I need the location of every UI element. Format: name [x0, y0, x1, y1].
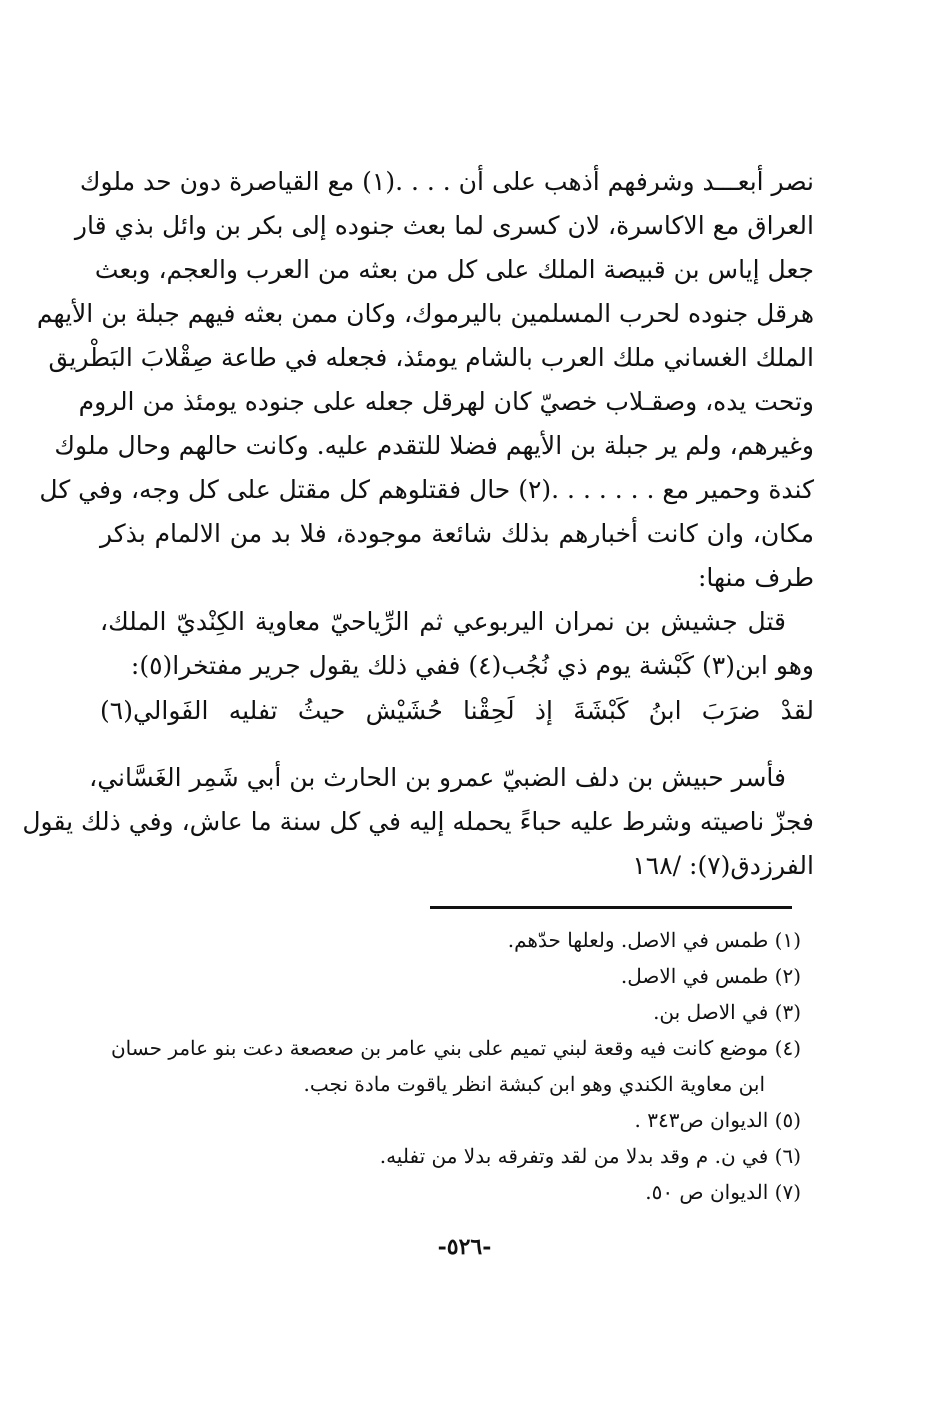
paragraph-gap [100, 734, 814, 756]
text-line: قتل جشيش بن نمران اليربوعي ثم الرِّياحيّ معاوية الكِنْديّ الملك، [100, 607, 786, 636]
page-number: -٥٢٦- [437, 1234, 492, 1260]
text-line: كندة وحمير مع . . . . . . .(٢) حال فقتلوهم كل مقتل على كل وجه، وفي كل [39, 475, 814, 504]
text-line: الفرزدق(٧): /١٦٨ [632, 851, 814, 880]
footnote: (١) طمس في الاصل. ولعلها حدّهم. [507, 928, 801, 952]
footnotes [101, 922, 801, 1210]
footnote-continuation: ابن معاوية الكندي وهو ابن كبشة انظر ياقوت مادة نجب. [303, 1072, 765, 1096]
footnote: (٧) الديوان ص ٥٠. [645, 1180, 801, 1204]
footnote-separator [430, 906, 792, 909]
footnote: (٣) في الاصل بن. [653, 1000, 801, 1024]
text-line: مكان، وان كانت أخبارهم بذلك شائعة موجودة، فلا بد من الالمام بذكر [100, 519, 814, 548]
text-line: فأسر حبيش بن دلف الضبيّ عمرو بن الحارث بن أبي شَمِر الغَسَّاني، [89, 763, 786, 792]
footnote: (٢) طمس في الاصل. [620, 964, 801, 988]
text-line: فجزّ ناصيته وشرط عليه حباءً يحمله إليه في كل سنة ما عاش، وفي ذلك يقول [22, 807, 814, 836]
poetry-verse: لقدْ ضرَبَ ابنُ كَبْشَةَ إذ لَحِقْنا حُشَيْش حيثُ تفليه الفَوالي(٦) [100, 696, 814, 725]
text-line: الملك الغساني ملك العرب بالشام يومئذ، فجعله في طاعة صِقْلابَ البَطْريق [48, 343, 814, 372]
text-line: وهو ابن(٣) كَبْشة يوم ذي نُجُب(٤) ففي ذلك يقول جرير مفتخرا(٥): [130, 651, 814, 680]
text-line: وتحت يده، وصقـلاب خصيّ كان لهرقل جعله على جنوده يومئذ من الروم [78, 387, 814, 416]
footnote: (٥) الديوان ص٣٤٣ . [634, 1108, 801, 1132]
text-line: جعل إياس بن قبيصة الملك على كل من بعثه من العرب والعجم، وبعث [94, 255, 814, 284]
text-line: هرقل جنوده لحرب المسلمين باليرموك، وكان ممن بعثه فيهم جبلة بن الأيهم [36, 299, 814, 328]
text-line: طرف منها: [697, 563, 814, 592]
text-line: نصر أبعـــد وشرفهم أذهب على أن . . . .(١) مع القياصرة دون حد ملوك [79, 167, 814, 196]
text-line: وغيرهم، ولم ير جبلة بن الأيهم فضلا للتقدم عليه. وكانت حالهم وحال ملوك [54, 431, 814, 460]
footnote: (٦) في ن. م وقد بدلا من لقد وتفرقه بدلا من تفليه. [379, 1144, 801, 1168]
main-text [22, 160, 814, 888]
footnote: (٤) موضع كانت فيه وقعة لبني تميم على بني عامر بن صعصعة دعت بنو عامر حسان [110, 1036, 801, 1060]
text-line: العراق مع الاكاسرة، لان كسرى لما بعث جنوده إلى بكر بن وائل بذي قار [74, 211, 814, 240]
